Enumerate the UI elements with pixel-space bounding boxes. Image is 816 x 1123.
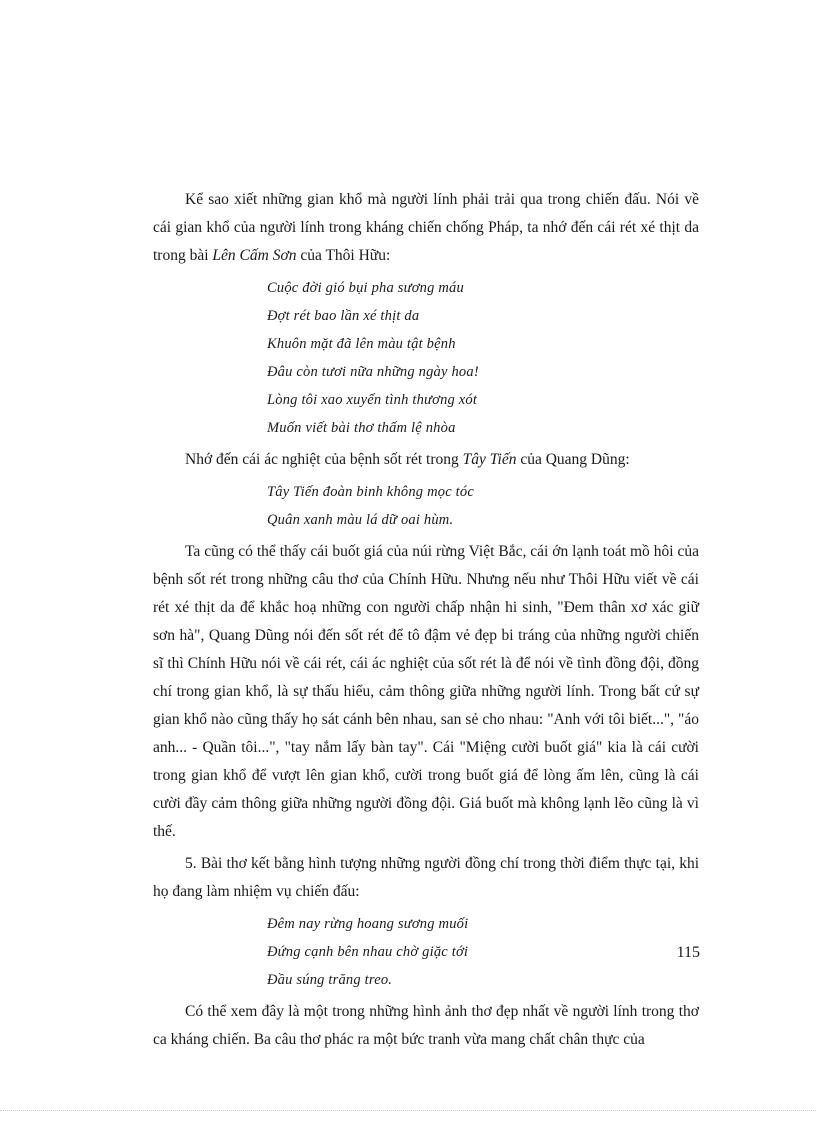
verse-block-1 — [153, 274, 699, 442]
paragraph-5: Có thể xem đây là một trong những hình ảnh thơ đẹp nhất về người lính trong thơ ca kháng chiến. Ba câu thơ phác ra một bức tranh vừa mang chất chân thực của — [153, 1003, 699, 1048]
verse-line: Đợt rét bao lần xé thịt da — [267, 308, 420, 324]
verse-block-3 — [153, 910, 699, 994]
verse-line: Đêm nay rừng hoang sương muối — [267, 916, 469, 932]
paragraph-2-text-b: của Quang Dũng: — [516, 451, 630, 468]
poem-title-tay-tien: Tây Tiến — [462, 451, 517, 468]
page-number: 115 — [676, 944, 700, 961]
verse-line: Cuộc đời gió bụi pha sương máu — [267, 280, 464, 296]
verse-line: Khuôn mặt đã lên màu tật bệnh — [267, 336, 456, 352]
paragraph-4: 5. Bài thơ kết bằng hình tượng những người đồng chí trong thời điểm thực tại, khi họ đang làm nhiệm vụ chiến đấu: — [153, 855, 699, 900]
paragraph-1-text-a: Kể sao xiết những gian khổ mà người lính phải trải qua trong chiến đấu. Nói về cái gian khổ của người lính trong kháng chiến chống Pháp, ta nhớ đến cái rét xé thịt da trong bài — [153, 191, 699, 264]
page-edge-divider — [0, 1110, 816, 1111]
verse-line: Đâu còn tươi nữa những ngày hoa! — [267, 364, 479, 380]
verse-line: Lòng tôi xao xuyến tình thương xót — [267, 392, 478, 408]
page-body — [153, 186, 699, 1058]
verse-line: Muốn viết bài thơ thấm lệ nhòa — [267, 420, 456, 436]
paragraph-3: Ta cũng có thể thấy cái buốt giá của núi rừng Việt Bắc, cái ớn lạnh toát mồ hôi của bệnh sốt rét trong những câu thơ của Chính Hữu. Nhưng nếu như Thôi Hữu viết về cái rét xé thịt da để khắc hoạ những con người chấp nhận hi sinh, "Đem thân xơ xác giữ sơn hà", Quang Dũng nói đến sốt rét để tô đậm vẻ đẹp bi tráng của những người chiến sĩ thì Chính Hữu nói về cái rét, cái ác nghiệt của sốt rét là để nói về tình đồng đội, đồng chí trong gian khổ, là sự thấu hiểu, cảm thông giữa những người lính. Trong bất cứ sự gian khổ nào cũng thấy họ sát cánh bên nhau, san sẻ cho nhau: "Anh với tôi biết...", "áo anh... - Quần tôi...", "tay nắm lấy bàn tay". Cái "Miệng cười buốt giá" kia là cái cười trong gian khổ để vượt lên gian khổ, cười trong buốt giá để lòng ấm lên, cũng là cái cười đầy cảm thông giữa những người đồng đội. Giá buốt mà không lạnh lẽo cũng là vì thế. — [153, 543, 699, 840]
paragraph-1-text-b: của Thôi Hữu: — [296, 247, 391, 264]
verse-line: Đứng cạnh bên nhau chờ giặc tới — [267, 944, 469, 960]
poem-title-len-cam-son: Lên Cấm Sơn — [212, 247, 297, 264]
paragraph-1 — [153, 186, 699, 270]
verse-line: Quân xanh màu lá dữ oai hùm. — [267, 512, 454, 528]
paragraph-2 — [153, 446, 699, 474]
verse-line: Đầu súng trăng treo. — [267, 972, 393, 988]
verse-block-2 — [153, 478, 699, 534]
paragraph-2-text-a: Nhớ đến cái ác nghiệt của bệnh sốt rét trong — [185, 451, 463, 468]
verse-line: Tây Tiến đoàn binh không mọc tóc — [267, 484, 474, 500]
